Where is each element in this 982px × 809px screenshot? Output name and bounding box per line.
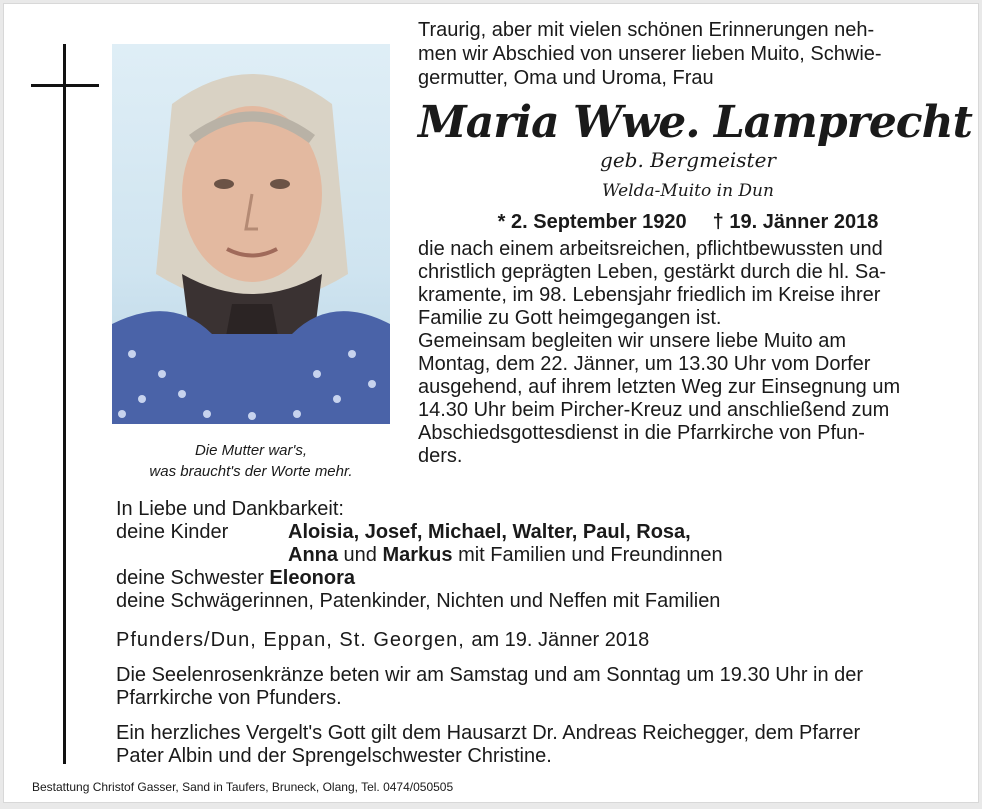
thanks-line: Pater Albin und der Sprengelschwester Christine. — [116, 745, 552, 767]
children-suffix: mit Familien und Freundinnen — [452, 544, 723, 566]
cross-icon — [63, 44, 66, 764]
body-line: kramente, im 98. Lebensjahr friedlich im Kreise ihrer — [418, 284, 881, 306]
child-name-anna: Anna — [288, 544, 338, 566]
body-line: 14.30 Uhr beim Pircher-Kreuz und anschließend zum — [418, 399, 890, 421]
life-dates — [418, 210, 958, 234]
sister-row — [116, 567, 966, 590]
caption-line: was braucht's der Worte mehr. — [149, 463, 353, 480]
places: Pfunders/Dun, Eppan, St. Georgen, — [116, 629, 465, 651]
main-text-column — [418, 18, 972, 468]
body-line: christlich geprägten Leben, gestärkt durch die hl. Sa- — [418, 261, 887, 283]
obituary-notice — [3, 3, 979, 803]
birth-date: * 2. September 1920 — [497, 211, 687, 233]
thanks-notice — [116, 722, 966, 768]
body-line: die nach einem arbeitsreichen, pflichtbewussten und — [418, 238, 883, 260]
child-name-markus: Markus — [382, 544, 453, 566]
sister-label: deine Schwester — [116, 567, 270, 589]
intro-line: Traurig, aber mit vielen schönen Erinnerungen neh- — [418, 19, 875, 41]
rosary-line: Die Seelenrosenkränze beten wir am Samstag und am Sonntag um 19.30 Uhr in der — [116, 664, 864, 686]
place-date-line — [116, 629, 966, 652]
mourners-heading: In Liebe und Dankbarkeit: — [116, 498, 344, 520]
death-date: † 19. Jänner 2018 — [712, 211, 879, 233]
deceased-name: Maria Wwe. Lamprecht — [418, 97, 972, 148]
body-line: Abschiedsgottesdienst in die Pfarrkirche von Pfun- — [418, 422, 865, 444]
intro-line: men wir Abschied von unserer lieben Muito, Schwie- — [418, 43, 882, 65]
place-of-origin: Welda-Muito in Dun — [602, 181, 774, 201]
body-line: ders. — [418, 445, 463, 467]
portrait-photo — [112, 44, 390, 424]
mourners-section — [116, 498, 966, 768]
body-line: ausgehend, auf ihrem letzten Weg zur Einsegnung um — [418, 376, 901, 398]
thanks-line: Ein herzliches Vergelt's Gott gilt dem Hausarzt Dr. Andreas Reichegger, dem Pfarrer — [116, 722, 861, 744]
portrait-image — [112, 44, 390, 424]
rosary-notice — [116, 664, 966, 710]
caption-line: Die Mutter war's, — [194, 442, 308, 459]
children-row — [116, 521, 966, 544]
intro-text — [418, 18, 958, 90]
cross-icon-bar — [31, 84, 99, 87]
notice-date: am 19. Jänner 2018 — [471, 629, 650, 651]
children-row-2 — [116, 544, 966, 567]
intro-line: germutter, Oma und Uroma, Frau — [418, 67, 714, 89]
photo-caption — [112, 440, 390, 482]
sister-name: Eleonora — [269, 567, 355, 589]
children-names: Aloisia, Josef, Michael, Walter, Paul, Rosa, — [288, 521, 691, 543]
obituary-body — [418, 238, 958, 468]
rosary-line: Pfarrkirche von Pfunders. — [116, 687, 342, 709]
children-label: deine Kinder — [116, 521, 229, 543]
body-line: Familie zu Gott heimgegangen ist. — [418, 307, 722, 329]
body-line: Montag, dem 22. Jänner, um 13.30 Uhr vom Dorfer — [418, 353, 871, 375]
funeral-home-footer: Bestattung Christof Gasser, Sand in Taufers, Bruneck, Olang, Tel. 0474/050505 — [32, 780, 454, 794]
birth-name: geb. Bergmeister — [600, 148, 776, 172]
other-mourners: deine Schwägerinnen, Patenkinder, Nichten und Neffen mit Familien — [116, 590, 721, 612]
conjunction: und — [338, 544, 383, 566]
body-line: Gemeinsam begleiten wir unsere liebe Muito am — [418, 330, 846, 352]
